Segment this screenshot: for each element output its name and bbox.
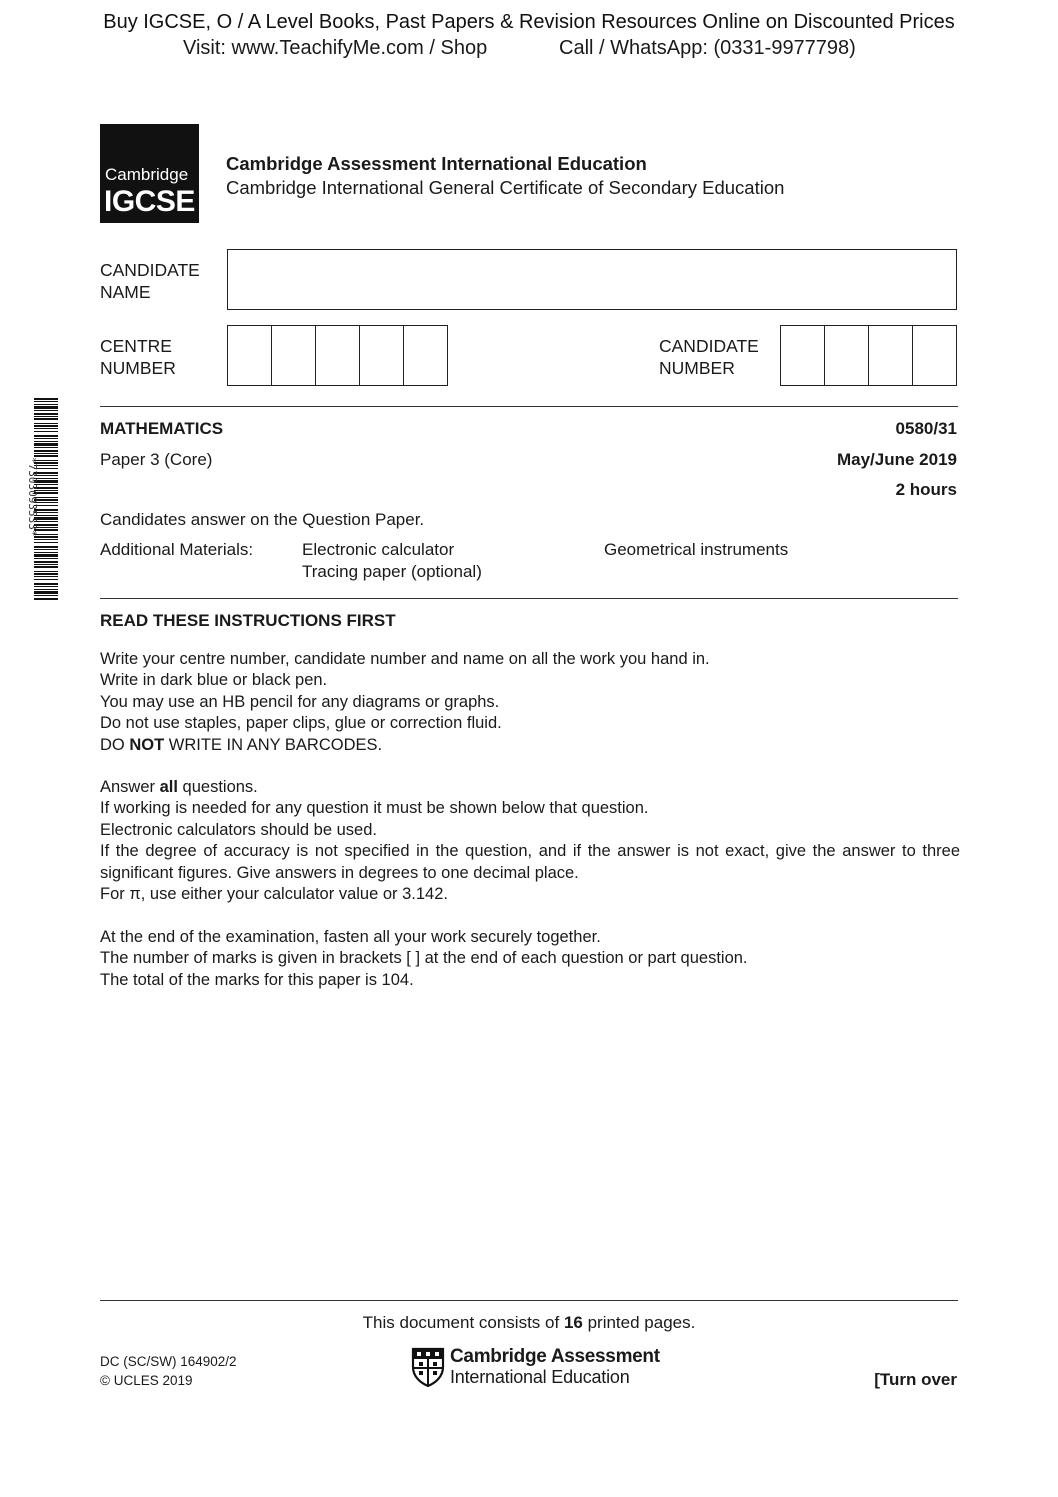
exam-session: May/June 2019: [836, 450, 957, 469]
materials-label: Additional Materials:: [100, 540, 254, 559]
page-count-text: This document consists of: [362, 1313, 564, 1332]
candidate-number-label-line1: CANDIDATE: [659, 336, 759, 356]
candidate-number-label: [659, 335, 759, 379]
barcode-text: *7303093533*: [26, 457, 39, 537]
instruction-line: At the end of the examination, fasten all your work securely together.: [100, 928, 601, 946]
candidate-name-field[interactable]: [227, 249, 957, 310]
cambridge-igcse-logo: [100, 124, 199, 223]
footer-org-line2: International Education: [450, 1367, 630, 1387]
candidate-number-cell[interactable]: [869, 326, 913, 385]
centre-number-field[interactable]: [227, 325, 448, 386]
promo-banner-website[interactable]: Visit: www.TeachifyMe.com / Shop: [183, 37, 488, 59]
org-name: Cambridge Assessment International Education: [226, 153, 647, 174]
candidate-name-label: [100, 259, 200, 303]
centre-number-label-line1: CENTRE: [100, 336, 172, 356]
candidate-number-cell[interactable]: [781, 326, 825, 385]
instruction-barcodes: [100, 735, 960, 756]
instruction-line: Write your centre number, candidate number and name on all the work you hand in.: [100, 650, 710, 668]
candidate-number-field[interactable]: [780, 325, 957, 386]
candidate-name-label-line1: CANDIDATE: [100, 260, 200, 280]
page-count-number: 16: [563, 1313, 583, 1332]
instruction-line: If working is needed for any question it must be shown below that question.: [100, 799, 649, 818]
instruction-text: DO: [100, 735, 130, 754]
instructions-block-1: [100, 649, 960, 756]
instruction-line: Electronic calculators should be used.: [100, 820, 377, 839]
instructions-heading: READ THESE INSTRUCTIONS FIRST: [100, 611, 396, 630]
document-reference: DC (SC/SW) 164902/2: [100, 1354, 237, 1369]
instruction-line: For π, use either your calculator value or 3.142.: [100, 885, 448, 904]
instructions-block-2: [100, 777, 960, 905]
instruction-line: Write in dark blue or black pen.: [100, 671, 328, 690]
page-count-text: printed pages.: [582, 1313, 696, 1332]
candidate-name-label-line2: NAME: [100, 282, 151, 302]
material-geometrical-instruments: Geometrical instruments: [604, 540, 789, 559]
instruction-line: If the degree of accuracy is not specified in the question, and if the answer is not exact, give the answer to three significant figures. Give answers in degrees to one decimal place.: [100, 842, 960, 882]
instruction-line: You may use an HB pencil for any diagrams or graphs.: [100, 692, 500, 711]
paper-code: 0580/31: [895, 419, 957, 438]
promo-banner-contact: Call / WhatsApp: (0331-9977798): [559, 37, 856, 59]
logo-cambridge-text: Cambridge: [105, 165, 189, 184]
centre-number-cell[interactable]: [404, 326, 447, 385]
material-calculator: Electronic calculator: [302, 540, 455, 559]
instruction-line: The number of marks is given in brackets [ ] at the end of each question or part question.: [100, 949, 748, 968]
turn-over-label: [Turn over: [874, 1370, 957, 1389]
logo-igcse-text: IGCSE: [104, 185, 195, 218]
instruction-text: questions.: [177, 778, 258, 796]
candidate-number-cell[interactable]: [913, 326, 956, 385]
divider-top: [100, 406, 958, 407]
footer-org-line1: Cambridge Assessment: [450, 1346, 660, 1367]
centre-number-label: [100, 335, 176, 379]
material-tracing-paper: Tracing paper (optional): [302, 562, 482, 581]
promo-banner-line1: Buy IGCSE, O / A Level Books, Past Papers & Revision Resources Online on Discounted Prices: [103, 11, 955, 33]
instruction-line: The total of the marks for this paper is 104.: [100, 970, 414, 989]
cambridge-crest-icon: [411, 1347, 445, 1387]
paper-name: Paper 3 (Core): [100, 450, 213, 469]
centre-number-cell[interactable]: [316, 326, 360, 385]
instruction-text: Answer: [100, 778, 160, 796]
candidate-number-cell[interactable]: [825, 326, 869, 385]
answer-instruction: Candidates answer on the Question Paper.: [100, 510, 425, 529]
instruction-emphasis: all: [159, 778, 178, 796]
page-count-note: [0, 1313, 1058, 1333]
instruction-text: WRITE IN ANY BARCODES.: [164, 735, 383, 754]
copyright: © UCLES 2019: [100, 1373, 193, 1388]
centre-number-cell[interactable]: [228, 326, 272, 385]
divider-middle: [100, 598, 958, 599]
instruction-answer-all: [100, 777, 960, 798]
divider-footer: [100, 1300, 958, 1301]
qualification-name: Cambridge International General Certificate of Secondary Education: [226, 177, 785, 198]
subject-title: MATHEMATICS: [100, 419, 224, 438]
candidate-number-label-line2: NUMBER: [659, 358, 735, 378]
exam-duration: 2 hours: [895, 480, 957, 499]
centre-number-cell[interactable]: [360, 326, 404, 385]
instruction-line: Do not use staples, paper clips, glue or correction fluid.: [100, 714, 502, 733]
centre-number-label-line2: NUMBER: [100, 358, 176, 378]
instruction-emphasis: NOT: [129, 735, 165, 754]
centre-number-cell[interactable]: [272, 326, 316, 385]
instructions-block-3: [100, 927, 960, 991]
